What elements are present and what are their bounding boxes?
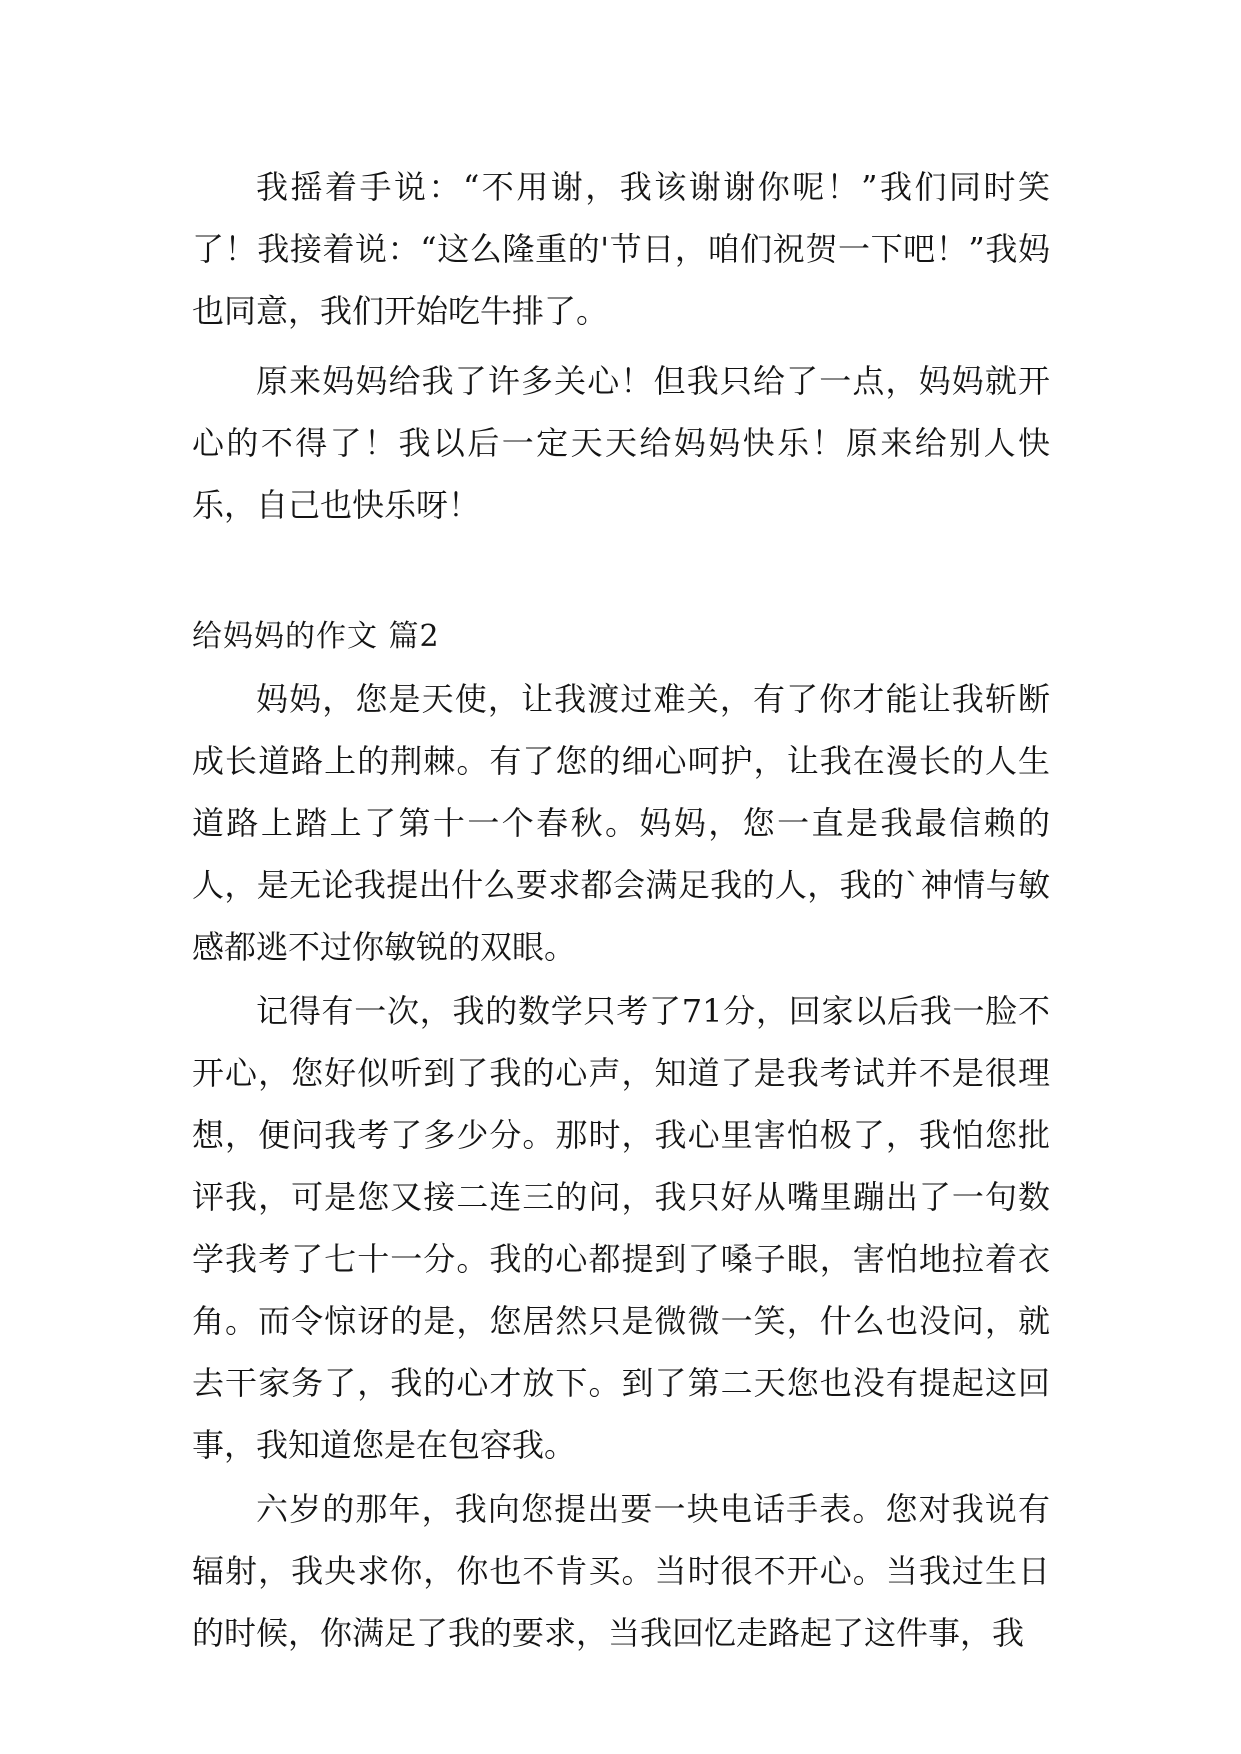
paragraph: 原来妈妈给我了许多关心！但我只给了一点，妈妈就开心的不得了！我以后一定天天给妈妈快乐！原来给别人快乐，自己也快乐呀！ [192,362,1050,524]
document-body [192,156,1050,1664]
paragraph: 六岁的那年，我向您提出要一块电话手表。您对我说有辐射，我央求你，你也不肯买。当时很不开心。当我过生日的时候，你满足了我的要求，当我回忆走路起了这件事，我 [192,1490,1050,1652]
paragraph: 我摇着手说：“不用谢，我该谢谢你呢！”我们同时笑了！我接着说：“这么隆重的'节日，咱们祝贺一下吧！”我妈也同意，我们开始吃牛排了。 [192,168,1050,330]
section-gap [192,536,1050,606]
paragraph: 妈妈，您是天使，让我渡过难关，有了你才能让我斩断成长道路上的荆棘。有了您的细心呵护，让我在漫长的人生道路上踏上了第十一个春秋。妈妈，您一直是我最信赖的人，是无论我提出什么要求都会满足我的人，我的`神情与敏感都逃不过你敏锐的双眼。 [192,680,1050,966]
section-heading: 给妈妈的作文 篇2 [192,619,440,654]
paragraph: 记得有一次，我的数学只考了71分，回家以后我一脸不开心，您好似听到了我的心声，知道了是我考试并不是很理想，便问我考了多少分。那时，我心里害怕极了，我怕您批评我，可是您又接二连三的问，我只好从嘴里蹦出了一句数学我考了七十一分。我的心都提到了嗓子眼，害怕地拉着衣角。而令惊讶的是，您居然只是微微一笑，什么也没问，就去干家务了，我的心才放下。到了第二天您也没有提起这回事，我知道您是在包容我。 [192,992,1050,1464]
